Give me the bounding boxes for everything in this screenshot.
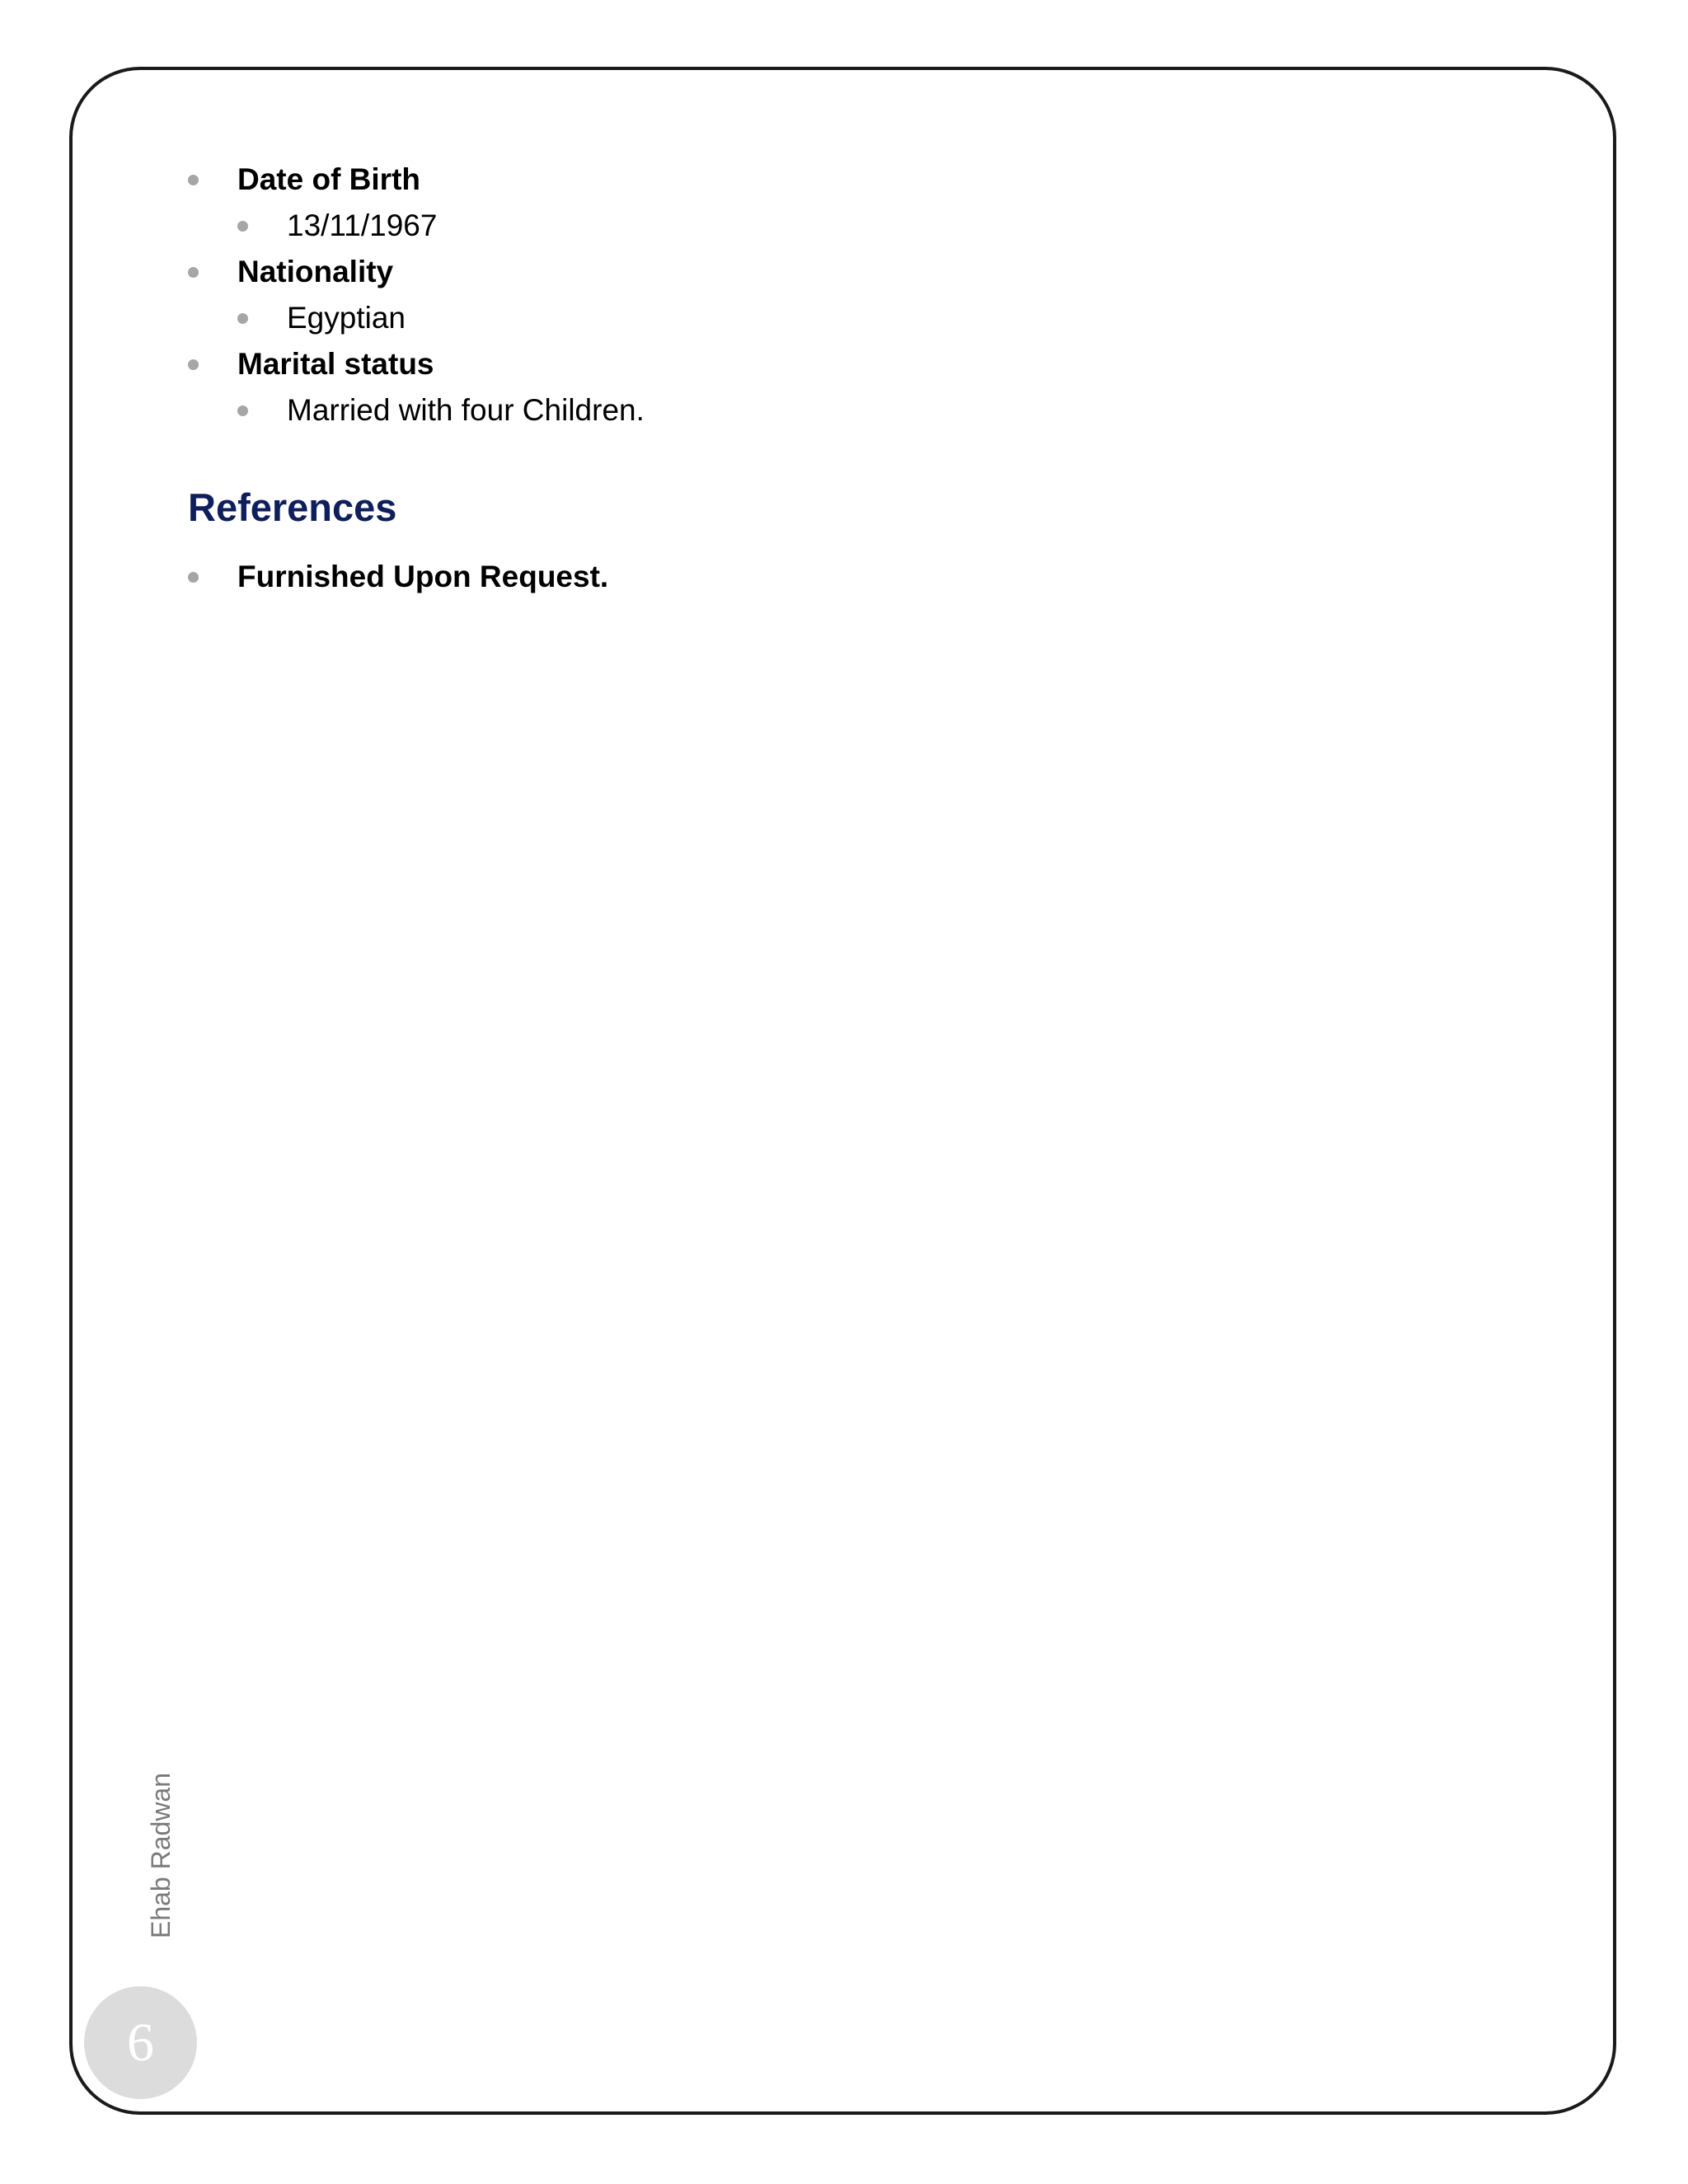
bullet-icon bbox=[188, 267, 199, 278]
date-of-birth-label: Date of Birth bbox=[237, 162, 420, 196]
bullet-icon bbox=[188, 572, 199, 583]
list-item bbox=[237, 203, 1507, 249]
bullet-icon bbox=[237, 221, 248, 232]
marital-status-label: Marital status bbox=[237, 347, 434, 381]
date-of-birth-value: 13/11/1967 bbox=[287, 209, 438, 242]
references-heading: References bbox=[188, 485, 397, 529]
nationality-value: Egyptian bbox=[287, 301, 406, 335]
references-list bbox=[188, 554, 1507, 600]
references-item: Furnished Upon Request. bbox=[237, 560, 609, 593]
marital-status-value: Married with four Children. bbox=[287, 393, 645, 427]
bullet-icon bbox=[237, 313, 248, 324]
list-item bbox=[237, 387, 1507, 434]
list-item bbox=[188, 249, 1507, 341]
bullet-icon bbox=[188, 175, 199, 185]
bullet-icon bbox=[237, 405, 248, 416]
nationality-label: Nationality bbox=[237, 255, 394, 288]
page-number-badge bbox=[84, 1986, 197, 2099]
list-item bbox=[237, 295, 1507, 341]
list-item bbox=[188, 341, 1507, 434]
author-side-label: Ehab Radwan bbox=[146, 1772, 176, 1938]
personal-info-list bbox=[188, 157, 1507, 434]
list-item bbox=[188, 157, 1507, 249]
page-number: 6 bbox=[127, 2012, 154, 2073]
page-content bbox=[188, 157, 1507, 600]
list-item bbox=[188, 554, 1507, 600]
bullet-icon bbox=[188, 359, 199, 370]
